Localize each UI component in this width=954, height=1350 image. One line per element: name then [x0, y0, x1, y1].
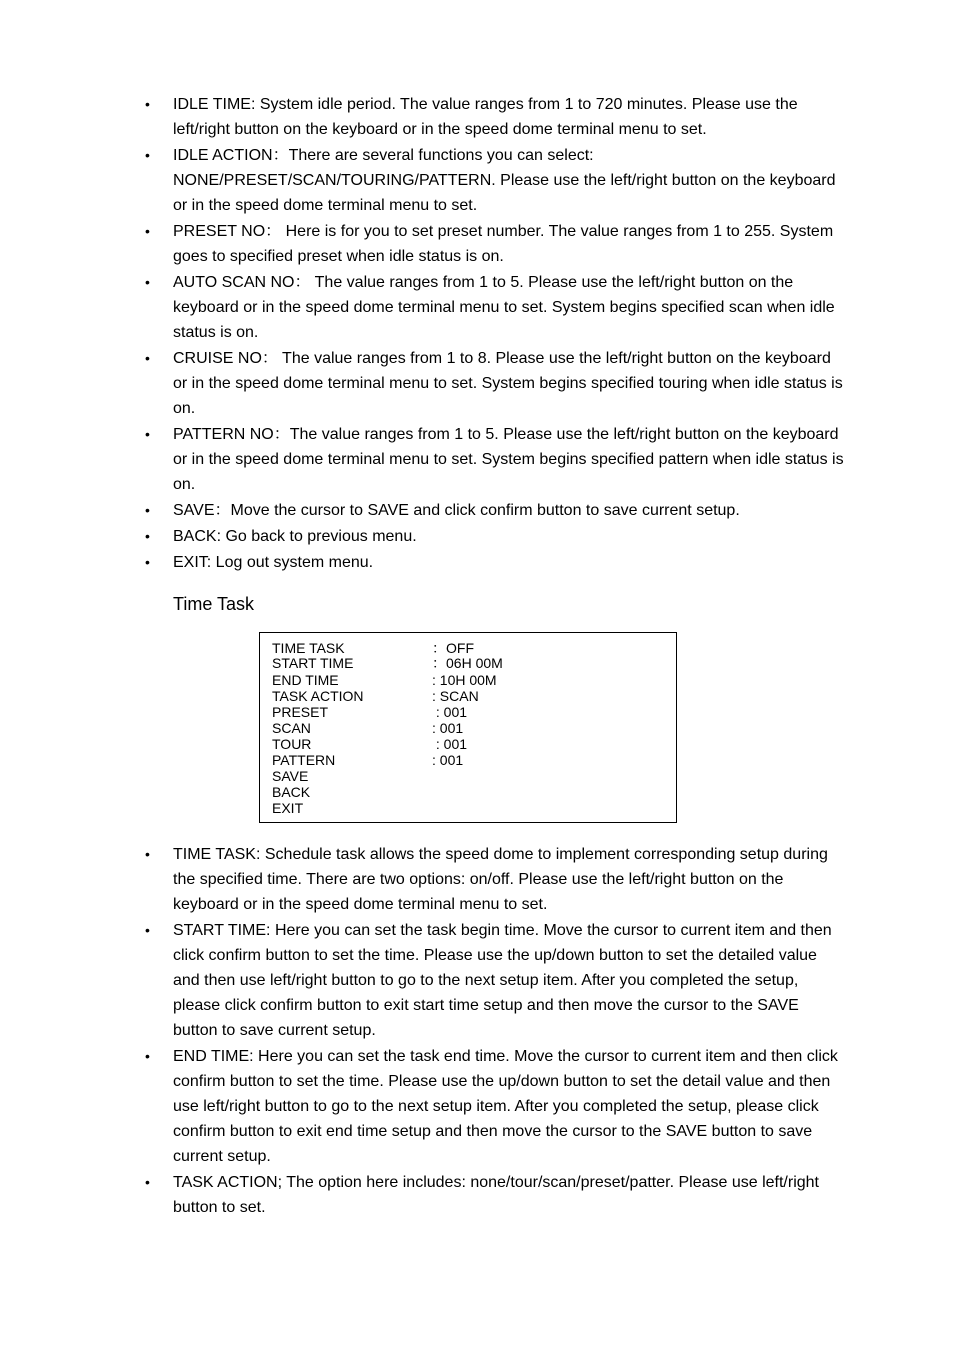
- item-text: END TIME: Here you can set the task end time. Move the cursor to current item and then click confirm button to set the time. Please use the up/down button to set the detail value and then use left/right button to go to the next setup item. After you completed the setup, please click confirm button to exit end time setup and then move the cursor to the SAVE button to save current setup.: [173, 1048, 838, 1165]
- item-text: PRESET NO： Here is for you to set preset number. The value ranges from 1 to 255. System goes to specified preset when idle status is on.: [173, 223, 834, 265]
- menu-value: : 10H 00M: [432, 672, 497, 688]
- list-item: [145, 270, 845, 345]
- item-text: EXIT: Log out system menu.: [173, 554, 374, 571]
- menu-label: SCAN: [272, 720, 311, 736]
- list-item: [145, 918, 845, 1043]
- item-text: START TIME: Here you can set the task begin time. Move the cursor to current item and then click confirm button to set the time. Please use the up/down button to set the detailed value and then use left/right button to go to the next setup item. After you completed the setup, please click confirm button to exit start time setup and then move the cursor to the SAVE button to save current setup.: [173, 922, 832, 1039]
- list-item: [145, 346, 845, 421]
- idle-settings-list: [145, 92, 845, 576]
- item-text: IDLE TIME: System idle period. The value ranges from 1 to 720 minutes. Please use the left/right button on the keyboard or in the speed dome terminal menu to set.: [173, 96, 798, 138]
- item-text: AUTO SCAN NO： The value ranges from 1 to 5. Please use the left/right button on the keyboard or in the speed dome terminal menu to set. System begins specified scan when idle status is on.: [173, 274, 835, 341]
- time-task-menu: [259, 632, 677, 823]
- menu-value: : SCAN: [432, 688, 479, 704]
- item-text: SAVE：Move the cursor to SAVE and click confirm button to save current setup.: [173, 502, 740, 519]
- list-item: [145, 550, 845, 575]
- bullet-icon: •: [145, 96, 150, 112]
- menu-row-tour: [272, 736, 467, 752]
- list-item: [145, 524, 845, 549]
- list-item: [145, 842, 845, 917]
- list-item: [145, 498, 845, 523]
- bullet-icon: •: [145, 554, 150, 570]
- bullet-icon: •: [145, 528, 150, 544]
- list-item: [145, 92, 845, 142]
- menu-row-save: [272, 768, 432, 784]
- item-text: CRUISE NO： The value ranges from 1 to 8. Please use the left/right button on the keyboard or in the speed dome terminal menu to set. System begins specified touring when idle status is on.: [173, 350, 843, 417]
- menu-label: PATTERN: [272, 752, 336, 768]
- menu-row-pattern: [272, 752, 463, 768]
- list-item: [145, 143, 845, 218]
- bullet-icon: •: [145, 147, 150, 163]
- item-text: IDLE ACTION：There are several functions you can select: NONE/PRESET/SCAN/TOURING/PATTERN. Please use the left/right button on the keyboard or in the speed dome terminal menu to set.: [173, 147, 836, 214]
- menu-row-time-task: [272, 640, 474, 656]
- menu-label: TASK ACTION: [272, 688, 364, 704]
- item-text: PATTERN NO：The value ranges from 1 to 5. Please use the left/right button on the keyboard or in the speed dome terminal menu to set. System begins specified pattern when idle status is on.: [173, 426, 844, 493]
- bullet-icon: •: [145, 922, 150, 938]
- menu-label: SAVE: [272, 768, 309, 784]
- menu-label: PRESET: [272, 704, 329, 720]
- menu-row-start-time: [272, 655, 503, 671]
- menu-value: : 001: [432, 736, 468, 752]
- menu-row-end-time: [272, 672, 497, 688]
- menu-value: : 001: [432, 720, 464, 736]
- bullet-icon: •: [145, 350, 150, 366]
- bullet-icon: •: [145, 223, 150, 239]
- bullet-icon: •: [145, 502, 150, 518]
- menu-label: START TIME: [272, 655, 354, 671]
- list-item: [145, 1170, 845, 1220]
- bullet-icon: •: [145, 1048, 150, 1064]
- menu-label: TOUR: [272, 736, 312, 752]
- list-item: [145, 1044, 845, 1169]
- item-text: BACK: Go back to previous menu.: [173, 528, 417, 545]
- menu-row-back: [272, 784, 432, 800]
- menu-value: ：OFF: [432, 640, 474, 656]
- list-item: [145, 219, 845, 269]
- menu-value: : 001: [432, 704, 468, 720]
- menu-row-task-action: [272, 688, 479, 704]
- section-title: Time Task: [173, 594, 255, 614]
- item-text: TASK ACTION; The option here includes: none/tour/scan/preset/patter. Please use left/right button to set.: [173, 1174, 819, 1216]
- bullet-icon: •: [145, 1174, 150, 1190]
- bullet-icon: •: [145, 274, 150, 290]
- menu-label: TIME TASK: [272, 640, 345, 656]
- item-text: TIME TASK: Schedule task allows the speed dome to implement corresponding setup during the specified time. There are two options: on/off. Please use the left/right button on the keyboard or in the speed dome terminal menu to set.: [173, 846, 828, 913]
- bullet-icon: •: [145, 426, 150, 442]
- menu-value: ：06H 00M: [432, 655, 503, 671]
- menu-label: BACK: [272, 784, 311, 800]
- menu-label: EXIT: [272, 800, 304, 816]
- menu-value: : 001: [432, 752, 464, 768]
- menu-label: END TIME: [272, 672, 339, 688]
- bullet-icon: •: [145, 846, 150, 862]
- time-task-settings-list: [145, 842, 845, 1221]
- menu-row-preset: [272, 704, 467, 720]
- menu-row-exit: [272, 800, 432, 816]
- menu-row-scan: [272, 720, 463, 736]
- list-item: [145, 422, 845, 497]
